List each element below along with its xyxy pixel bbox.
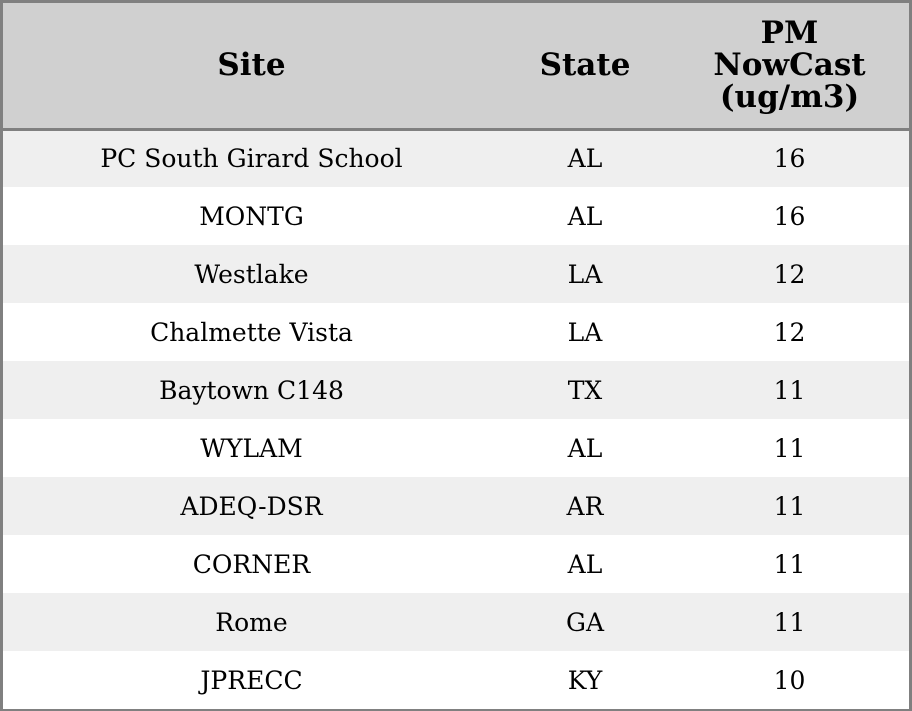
- cell-site: PC South Girard School: [100, 144, 403, 174]
- cell-pm-value: 11: [773, 433, 806, 463]
- table-row: [3, 303, 909, 361]
- cell-site: Westlake: [194, 259, 309, 289]
- cell-state: LA: [567, 317, 603, 347]
- cell-pm-value: 12: [773, 317, 806, 347]
- cell-state: AL: [567, 433, 603, 463]
- header-state: [500, 3, 670, 129]
- table-row: [3, 477, 909, 535]
- cell-state: TX: [567, 375, 603, 405]
- cell-pm-value: 16: [773, 144, 806, 174]
- cell-state: KY: [567, 665, 603, 695]
- cell-site: Baytown C148: [159, 375, 344, 405]
- header-pm-line-2: NowCast: [713, 47, 866, 84]
- table-row: [3, 419, 909, 477]
- table-row: [3, 187, 909, 245]
- header-site: [3, 3, 500, 129]
- cell-site: Rome: [215, 607, 288, 637]
- table-row: [3, 361, 909, 419]
- cell-pm-value: 10: [773, 665, 806, 695]
- header-pm-nowcast: [670, 3, 909, 129]
- cell-state: AL: [567, 201, 603, 231]
- cell-state: AL: [567, 549, 603, 579]
- cell-pm-value: 11: [773, 549, 806, 579]
- cell-state: AL: [567, 144, 603, 174]
- cell-pm-value: 16: [773, 201, 806, 231]
- header-pm-line-3: (ug/m3): [719, 79, 860, 116]
- table-header-row: [3, 3, 909, 129]
- cell-site: CORNER: [192, 549, 311, 579]
- table-row: [3, 535, 909, 593]
- cell-state: AR: [566, 491, 604, 521]
- header-site-line: Site: [217, 47, 286, 84]
- table-row: [3, 129, 909, 187]
- cell-site: Chalmette Vista: [150, 317, 353, 347]
- cell-pm-value: 11: [773, 491, 806, 521]
- table-row: [3, 245, 909, 303]
- cell-site: JPRECC: [200, 665, 303, 695]
- pm-nowcast-table: [3, 3, 909, 709]
- cell-pm-value: 12: [773, 259, 806, 289]
- cell-state: LA: [567, 259, 603, 289]
- header-pm-line-1: PM: [760, 15, 819, 52]
- cell-pm-value: 11: [773, 607, 806, 637]
- cell-site: ADEQ-DSR: [180, 491, 323, 521]
- table-row: [3, 593, 909, 651]
- header-state-line: State: [539, 47, 631, 84]
- cell-site: MONTG: [199, 201, 304, 231]
- table-row: [3, 651, 909, 709]
- cell-site: WYLAM: [200, 433, 303, 463]
- cell-pm-value: 11: [773, 375, 806, 405]
- cell-state: GA: [565, 607, 605, 637]
